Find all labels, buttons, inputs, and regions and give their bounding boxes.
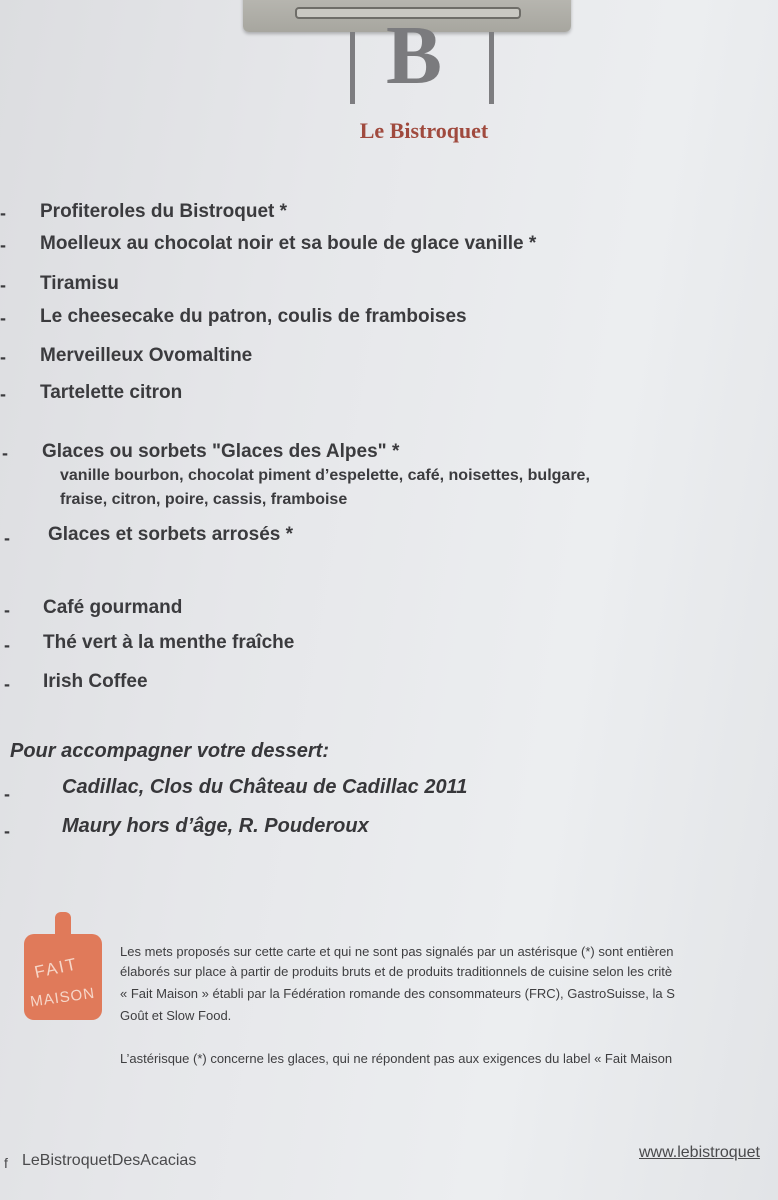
restaurant-name: Le Bistroquet [359, 118, 489, 143]
dessert-item: Thé vert à la menthe fraîche [43, 632, 295, 653]
facebook-handle[interactable]: LeBistroquetDesAcacias [22, 1152, 197, 1169]
bullet-dash: - [4, 784, 10, 804]
dessert-item: Glaces et sorbets arrosés * [48, 524, 294, 545]
logo-fork-bar [350, 32, 355, 104]
dessert-item: Le cheesecake du patron, coulis de framboises [40, 306, 467, 327]
pairing-heading: Pour accompagner votre dessert: [10, 740, 329, 762]
fait-maison-note-line: élaborés sur place à partir de produits bruts et de produits traditionnels de cuisine selon les critè [120, 964, 673, 979]
dessert-item: Café gourmand [43, 597, 183, 618]
fait-maison-note-line: Les mets proposés sur cette carte et qui ne sont pas signalés par un astérisque (*) sont entièren [120, 944, 674, 959]
bullet-dash: - [0, 384, 6, 404]
dessert-item: Irish Coffee [43, 671, 148, 692]
website-link[interactable]: www.lebistroquet [639, 1144, 760, 1161]
bullet-dash: - [4, 821, 10, 841]
bullet-dash: - [4, 600, 10, 620]
dessert-item: Tartelette citron [40, 382, 183, 403]
dessert-item: Tiramisu [40, 273, 119, 294]
dessert-item: Glaces ou sorbets "Glaces des Alpes" * [42, 441, 400, 462]
dessert-item: Merveilleux Ovomaltine [40, 345, 253, 366]
bullet-dash: - [0, 308, 6, 328]
svg-text:FAIT: FAIT [32, 954, 80, 982]
bullet-dash: - [2, 443, 8, 463]
bullet-dash: - [0, 275, 6, 295]
wine-item: Cadillac, Clos du Château de Cadillac 2011 [62, 776, 468, 798]
fait-maison-badge [24, 912, 102, 1020]
fait-maison-note-line: L’astérisque (*) concerne les glaces, qui ne répondent pas aux exigences du label « Fait Maison [120, 1051, 673, 1066]
ice-cream-flavors: fraise, citron, poire, cassis, framboise [60, 491, 348, 508]
bullet-dash: - [4, 635, 10, 655]
dessert-item: Moelleux au chocolat noir et sa boule de glace vanille * [40, 233, 537, 254]
fait-maison-note-line: « Fait Maison » établi par la Fédération romande des consommateurs (FRC), GastroSuisse, la S [120, 986, 675, 1001]
bullet-dash: - [0, 203, 6, 223]
logo-letter: B [386, 9, 443, 102]
bullet-dash: - [0, 347, 6, 367]
ice-cream-flavors: vanille bourbon, chocolat piment d’espelette, café, noisettes, bulgare, [60, 467, 590, 484]
dessert-item: Profiteroles du Bistroquet * [40, 201, 288, 222]
bullet-dash: - [0, 235, 6, 255]
bullet-dash: - [4, 528, 10, 548]
logo-knife-bar [489, 32, 494, 104]
wine-item: Maury hors d’âge, R. Pouderoux [62, 815, 369, 837]
facebook-icon: f [4, 1155, 8, 1171]
svg-text:MAISON: MAISON [29, 984, 97, 1011]
fait-maison-note-line: Goût et Slow Food. [120, 1008, 232, 1023]
bullet-dash: - [4, 674, 10, 694]
